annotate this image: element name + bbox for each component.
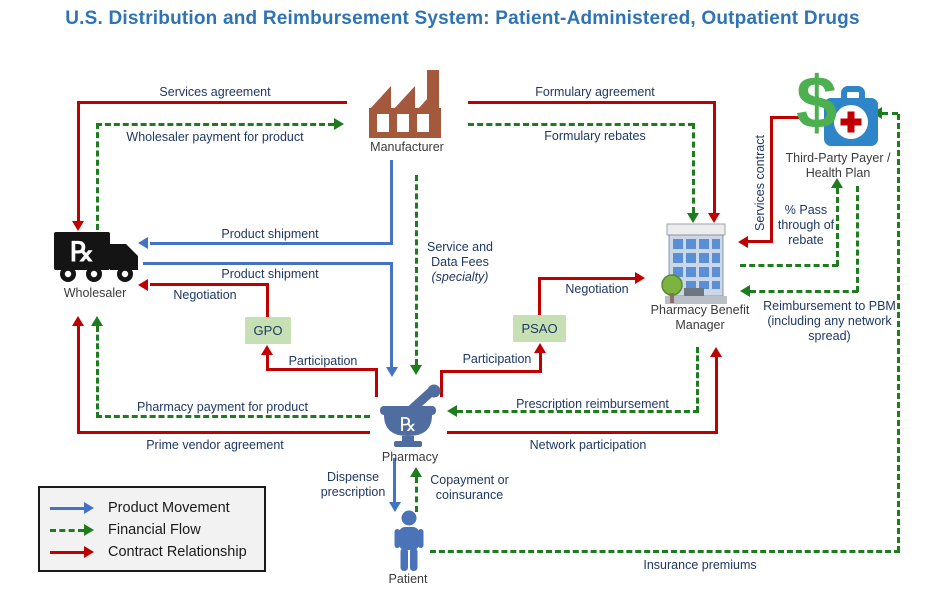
arrowhead (410, 467, 422, 477)
edge-label: Formulary agreement (535, 85, 655, 99)
line (740, 264, 838, 267)
edge-label: Negotiation (173, 288, 237, 302)
line (415, 175, 418, 365)
svg-text:℞: ℞ (399, 414, 417, 436)
line (150, 242, 393, 245)
legend-label: Contract Relationship (108, 544, 247, 560)
legend-row (50, 519, 254, 541)
arrowhead (72, 316, 84, 326)
line (77, 101, 347, 104)
line (96, 123, 334, 126)
arrowhead (84, 502, 94, 514)
edge-label: Product shipment (221, 267, 319, 281)
arrowhead (84, 546, 94, 558)
tree-icon (662, 275, 682, 295)
legend-row (50, 497, 254, 519)
psao-box (513, 315, 566, 342)
factory-icon (367, 66, 447, 140)
line (468, 101, 716, 104)
svg-text:$: $ (796, 62, 838, 144)
legend-row (50, 541, 254, 563)
edge-label: Prescription reimbursement (516, 397, 669, 411)
line (897, 114, 900, 552)
dollar-medical-kit-icon (794, 62, 880, 150)
line (390, 160, 393, 245)
line (750, 290, 858, 293)
edge-label: Insurance premiums (643, 558, 757, 572)
line (143, 262, 393, 265)
line (447, 431, 718, 434)
line (538, 277, 541, 316)
arrowhead (447, 405, 457, 417)
edge-label: % Pass through of rebate (777, 203, 835, 247)
edge-label: Negotiation (565, 282, 629, 296)
legend (38, 486, 266, 572)
line (266, 283, 269, 318)
arrowhead (91, 316, 103, 326)
line (266, 355, 269, 370)
arrowhead (84, 524, 94, 536)
legend-label: Financial Flow (108, 522, 201, 538)
edge-label: Product shipment (221, 227, 319, 241)
line (96, 123, 99, 230)
person-icon (391, 510, 427, 572)
node-label-patient: Patient (388, 572, 428, 586)
arrowhead (261, 345, 273, 355)
line (468, 123, 694, 126)
line (50, 507, 84, 510)
office-building-icon (660, 222, 732, 306)
product-movement-arrow-icon (50, 502, 96, 514)
mortar-pestle-icon (372, 382, 448, 450)
edge-label: Services contract (753, 135, 767, 231)
arrowhead (710, 347, 722, 357)
legend-label: Product Movement (108, 500, 230, 516)
contract-relationship-arrow-icon (50, 546, 96, 558)
edge-label: Copayment or coinsurance (430, 473, 509, 502)
line (77, 101, 80, 221)
arrowhead (740, 285, 750, 297)
edge-label: Services agreement (159, 85, 271, 99)
node-label-manufacturer: Manufacturer (370, 140, 444, 154)
edge-label: Network participation (529, 438, 647, 452)
edge-label: Participation (462, 352, 532, 366)
edge-label: Reimbursement to PBM (including any network spread) (763, 299, 896, 343)
line (390, 262, 393, 367)
node-label-payer: Third-Party Payer / Health Plan (785, 151, 891, 180)
line (50, 551, 84, 554)
node-label-pharmacy: Pharmacy (381, 450, 439, 464)
page-title: U.S. Distribution and Reimbursement System: Patient-Administered, Outpatient Drugs (65, 8, 860, 29)
node-label-pbm: Pharmacy Benefit Manager (650, 303, 750, 332)
line (440, 370, 542, 373)
edge-label (422, 240, 498, 284)
node-label-gpo: GPO (253, 323, 283, 338)
edge-label: Pharmacy payment for product (137, 400, 308, 414)
line (415, 477, 418, 512)
line (713, 101, 716, 213)
arrowhead (334, 118, 344, 130)
line (696, 347, 699, 412)
svg-text:℞: ℞ (69, 237, 95, 268)
gpo-box (245, 317, 291, 344)
edge-label: Formulary rebates (544, 129, 646, 143)
line (96, 415, 370, 418)
edge-label-text: Service and Data Fees (426, 240, 493, 269)
node-label-wholesaler: Wholesaler (63, 286, 127, 300)
edge-label: Wholesaler payment for product (126, 130, 304, 144)
line (856, 186, 859, 292)
arrowhead (386, 367, 398, 377)
line (77, 326, 80, 434)
financial-flow-arrow-icon (50, 524, 96, 536)
edge-label: Participation (288, 354, 358, 368)
arrowhead (410, 365, 422, 375)
line (882, 112, 898, 115)
line (50, 529, 84, 532)
line (538, 277, 635, 280)
line (430, 550, 900, 553)
edge-label-note: (specialty) (431, 269, 489, 284)
edge-label: Dispense prescription (320, 470, 386, 499)
line (77, 431, 370, 434)
line (96, 326, 99, 418)
arrowhead (738, 236, 748, 248)
rx-truck-icon (52, 228, 140, 286)
node-label-psao: PSAO (521, 321, 558, 336)
line (715, 357, 718, 434)
line (150, 283, 268, 286)
edge-label: Prime vendor agreement (146, 438, 284, 452)
